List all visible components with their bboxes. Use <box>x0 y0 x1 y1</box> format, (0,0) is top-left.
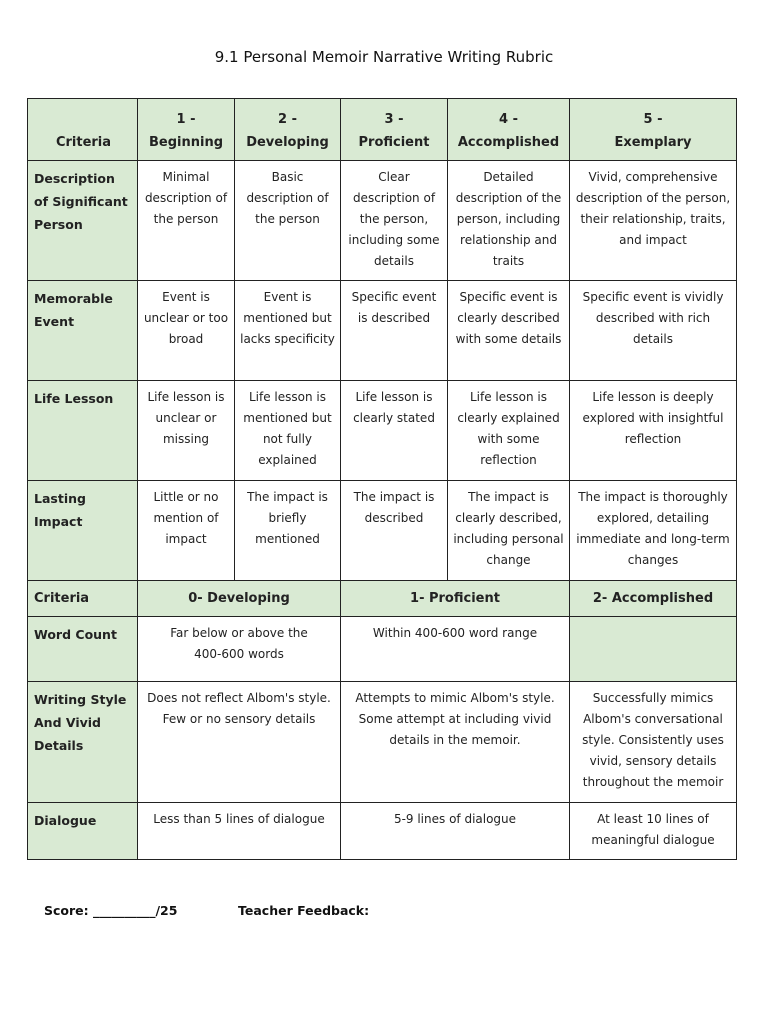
level-header: 2- Accomplished <box>570 581 737 617</box>
rubric-cell: Life lesson is deeply explored with insightful reflection <box>570 381 737 481</box>
header-row <box>28 99 737 161</box>
table-row <box>28 682 737 803</box>
criterion-label: Lasting Impact <box>28 481 138 581</box>
table-row <box>28 617 737 682</box>
rubric-cell: Little or no mention of impact <box>138 481 235 581</box>
level-header: 1 - Beginning <box>138 99 235 161</box>
rubric-cell: Event is mentioned but lacks specificity <box>235 281 341 381</box>
rubric-cell: Minimal description of the person <box>138 161 235 281</box>
rubric-cell: Clear description of the person, including some details <box>341 161 448 281</box>
criterion-label: Description of Significant Person <box>28 161 138 281</box>
criterion-label: Memorable Event <box>28 281 138 381</box>
level-header: 4 - Accomplished <box>448 99 570 161</box>
rubric-cell: Less than 5 lines of dialogue <box>138 803 341 860</box>
rubric-cell: The impact is described <box>341 481 448 581</box>
teacher-feedback-label: Teacher Feedback: <box>238 903 370 918</box>
table-row <box>28 481 737 581</box>
header-row-2 <box>28 581 737 617</box>
rubric-cell: Life lesson is mentioned but not fully explained <box>235 381 341 481</box>
table-row <box>28 803 737 860</box>
rubric-cell: Specific event is vividly described with rich details <box>570 281 737 381</box>
rubric-cell: The impact is clearly described, including personal change <box>448 481 570 581</box>
criteria-header: Criteria <box>28 99 138 161</box>
table-row <box>28 381 737 481</box>
level-header: 1- Proficient <box>341 581 570 617</box>
rubric-cell: Specific event is clearly described with some details <box>448 281 570 381</box>
rubric-cell: The impact is briefly mentioned <box>235 481 341 581</box>
level-header: 2 - Developing <box>235 99 341 161</box>
rubric-cell: Life lesson is clearly explained with some reflection <box>448 381 570 481</box>
criterion-label: Word Count <box>28 617 138 682</box>
rubric-cell: 5-9 lines of dialogue <box>341 803 570 860</box>
level-header: 0- Developing <box>138 581 341 617</box>
rubric-cell: Does not reflect Albom's style. Few or no sensory details <box>138 682 341 803</box>
rubric-cell: Basic description of the person <box>235 161 341 281</box>
rubric-cell: Life lesson is unclear or missing <box>138 381 235 481</box>
rubric-cell: Specific event is described <box>341 281 448 381</box>
rubric-cell-empty <box>570 617 737 682</box>
rubric-cell: Far below or above the 400-600 words <box>138 617 341 682</box>
criterion-label: Writing Style And Vivid Details <box>28 682 138 803</box>
rubric-table <box>27 98 737 860</box>
rubric-cell: Event is unclear or too broad <box>138 281 235 381</box>
level-header: 5 - Exemplary <box>570 99 737 161</box>
rubric-cell: The impact is thoroughly explored, detailing immediate and long-term changes <box>570 481 737 581</box>
rubric-cell: Vivid, comprehensive description of the person, their relationship, traits, and impact <box>570 161 737 281</box>
table-row <box>28 281 737 381</box>
rubric-cell: Life lesson is clearly stated <box>341 381 448 481</box>
rubric-cell: Within 400-600 word range <box>341 617 570 682</box>
level-header: 3 - Proficient <box>341 99 448 161</box>
rubric-cell: Successfully mimics Albom's conversational style. Consistently uses vivid, sensory details throughout the memoir <box>570 682 737 803</box>
page-title: 9.1 Personal Memoir Narrative Writing Rubric <box>214 48 554 66</box>
criteria-header: Criteria <box>28 581 138 617</box>
rubric-cell: Detailed description of the person, including relationship and traits <box>448 161 570 281</box>
rubric-cell: Attempts to mimic Albom's style. Some attempt at including vivid details in the memoir. <box>341 682 570 803</box>
score-label: Score: __________/25 <box>44 903 178 918</box>
rubric-cell: At least 10 lines of meaningful dialogue <box>570 803 737 860</box>
table-row <box>28 161 737 281</box>
criterion-label: Life Lesson <box>28 381 138 481</box>
criterion-label: Dialogue <box>28 803 138 860</box>
